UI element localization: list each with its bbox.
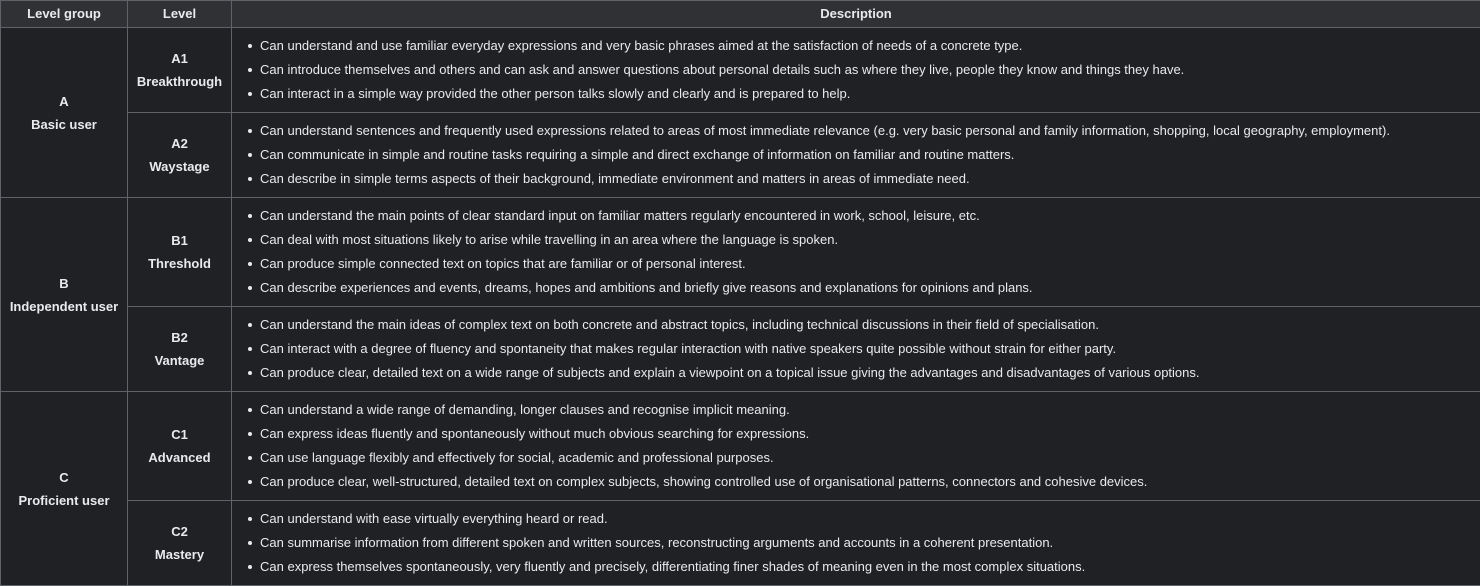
list-item: Can produce clear, detailed text on a wide range of subjects and explain a viewpoint on a topical issue giving the advantages and disadvantages of various options.	[246, 361, 1480, 385]
list-item: Can express themselves spontaneously, very fluently and precisely, differentiating finer shades of meaning even in the most complex situations.	[246, 555, 1480, 579]
table-row	[1, 113, 1480, 198]
level-cell	[128, 501, 232, 586]
header-level: Level	[128, 1, 232, 28]
level-name: Waystage	[128, 155, 231, 178]
list-item: Can introduce themselves and others and can ask and answer questions about personal details such as where they live, people they know and things they have.	[246, 58, 1480, 82]
level-code: B1	[128, 229, 231, 252]
description-cell	[232, 28, 1480, 113]
level-group-cell	[1, 198, 128, 392]
level-cell	[128, 392, 232, 501]
level-group-name: Independent user	[1, 295, 127, 318]
level-cell	[128, 198, 232, 307]
description-list	[232, 198, 1480, 306]
level-name: Threshold	[128, 252, 231, 275]
level-code: B2	[128, 326, 231, 349]
level-group-code: B	[1, 272, 127, 295]
level-name: Mastery	[128, 543, 231, 566]
level-name: Vantage	[128, 349, 231, 372]
list-item: Can understand the main ideas of complex text on both concrete and abstract topics, including technical discussions in their field of specialisation.	[246, 313, 1480, 337]
table-row	[1, 28, 1480, 113]
description-cell	[232, 307, 1480, 392]
description-list	[232, 501, 1480, 585]
table-row	[1, 501, 1480, 586]
list-item: Can understand a wide range of demanding, longer clauses and recognise implicit meaning.	[246, 398, 1480, 422]
list-item: Can interact in a simple way provided the other person talks slowly and clearly and is prepared to help.	[246, 82, 1480, 106]
description-list	[232, 392, 1480, 500]
level-name: Advanced	[128, 446, 231, 469]
level-code: C1	[128, 423, 231, 446]
level-code: A2	[128, 132, 231, 155]
table-row	[1, 392, 1480, 501]
list-item: Can produce clear, well-structured, detailed text on complex subjects, showing controlled use of organisational patterns, connectors and cohesive devices.	[246, 470, 1480, 494]
level-cell	[128, 28, 232, 113]
list-item: Can understand with ease virtually everything heard or read.	[246, 507, 1480, 531]
list-item: Can describe experiences and events, dreams, hopes and ambitions and briefly give reasons and explanations for opinions and plans.	[246, 276, 1480, 300]
level-cell	[128, 113, 232, 198]
description-list	[232, 28, 1480, 112]
description-cell	[232, 113, 1480, 198]
description-cell	[232, 501, 1480, 586]
level-cell	[128, 307, 232, 392]
description-list	[232, 307, 1480, 391]
level-group-cell	[1, 392, 128, 586]
level-code: A1	[128, 47, 231, 70]
header-description: Description	[232, 1, 1480, 28]
description-cell	[232, 198, 1480, 307]
level-code: C2	[128, 520, 231, 543]
table-row	[1, 198, 1480, 307]
list-item: Can understand and use familiar everyday expressions and very basic phrases aimed at the satisfaction of needs of a concrete type.	[246, 34, 1480, 58]
list-item: Can use language flexibly and effectively for social, academic and professional purposes.	[246, 446, 1480, 470]
list-item: Can understand the main points of clear standard input on familiar matters regularly encountered in work, school, leisure, etc.	[246, 204, 1480, 228]
list-item: Can summarise information from different spoken and written sources, reconstructing arguments and accounts in a coherent presentation.	[246, 531, 1480, 555]
list-item: Can understand sentences and frequently used expressions related to areas of most immediate relevance (e.g. very basic personal and family information, shopping, local geography, employment).	[246, 119, 1480, 143]
level-group-code: A	[1, 90, 127, 113]
level-name: Breakthrough	[128, 70, 231, 93]
table-row	[1, 307, 1480, 392]
list-item: Can deal with most situations likely to arise while travelling in an area where the language is spoken.	[246, 228, 1480, 252]
level-group-code: C	[1, 466, 127, 489]
level-group-name: Basic user	[1, 113, 127, 136]
list-item: Can communicate in simple and routine tasks requiring a simple and direct exchange of information on familiar and routine matters.	[246, 143, 1480, 167]
list-item: Can describe in simple terms aspects of their background, immediate environment and matters in areas of immediate need.	[246, 167, 1480, 191]
header-level-group: Level group	[1, 1, 128, 28]
description-cell	[232, 392, 1480, 501]
description-list	[232, 113, 1480, 197]
list-item: Can produce simple connected text on topics that are familiar or of personal interest.	[246, 252, 1480, 276]
list-item: Can interact with a degree of fluency and spontaneity that makes regular interaction with native speakers quite possible without strain for either party.	[246, 337, 1480, 361]
list-item: Can express ideas fluently and spontaneously without much obvious searching for expressions.	[246, 422, 1480, 446]
level-group-name: Proficient user	[1, 489, 127, 512]
header-row	[1, 1, 1480, 28]
level-group-cell	[1, 28, 128, 198]
